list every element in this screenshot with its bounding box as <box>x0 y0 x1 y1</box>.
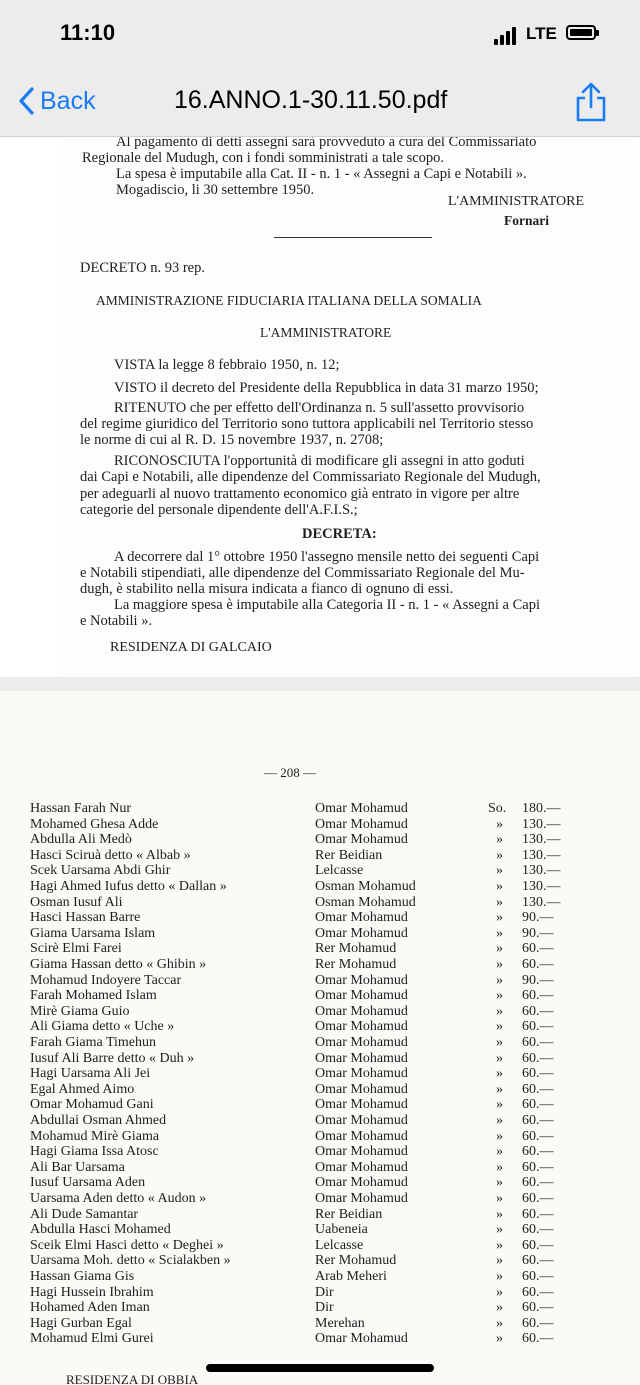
signature-name: Fornari <box>504 213 549 228</box>
row-name: Hagi Ahmed Iufus detto « Dallan » <box>30 879 227 894</box>
row-tribe: Omar Mohamud <box>315 1128 408 1144</box>
ditto-mark: » <box>496 910 503 926</box>
signature-title: L'AMMINISTRATORE <box>448 194 585 209</box>
row-amount: 60.— <box>522 1019 554 1035</box>
row-name: Hasci Hassan Barre <box>30 910 141 926</box>
row-name: Ali Giama detto « Uche » <box>30 1019 175 1035</box>
ditto-mark: » <box>496 1003 503 1019</box>
text-line: categorie del personale dipendente dell'A.F.I.S.; <box>80 502 358 518</box>
row-tribe: Osman Mohamud <box>315 879 416 894</box>
table-row <box>0 879 640 895</box>
table-row <box>0 1004 640 1020</box>
row-tribe: Omar Mohamud <box>315 925 408 941</box>
row-amount: 90.— <box>522 972 554 988</box>
pdf-page-upper[interactable] <box>62 137 634 677</box>
currency-label: So. <box>488 801 507 816</box>
row-name: Hagi Gurban Egal <box>30 1315 132 1331</box>
table-row <box>0 1113 640 1129</box>
text-line: del regime giuridico del Territorio sono tuttora applicabili nel Territorio stesso <box>80 416 534 432</box>
ditto-mark: » <box>496 941 503 957</box>
back-label: Back <box>40 86 96 115</box>
row-tribe: Rer Beidian <box>315 847 383 863</box>
row-tribe: Omar Mohamud <box>315 1331 408 1347</box>
row-tribe: Omar Mohamud <box>315 1113 408 1128</box>
share-icon[interactable] <box>574 82 608 122</box>
table-row <box>0 941 640 957</box>
row-tribe: Omar Mohamud <box>315 1191 408 1206</box>
text-line: La maggiore spesa è imputabile alla Categoria II - n. 1 - « Assegni a Capi <box>114 597 541 613</box>
table-row <box>0 926 640 942</box>
table-row <box>0 1253 640 1269</box>
text-line: La spesa è imputabile alla Cat. II - n. 1 - « Assegni a Capi e Notabili ». <box>116 166 527 182</box>
row-name: Mirè Giama Guio <box>30 1003 130 1019</box>
row-name: Hassan Farah Nur <box>30 801 132 816</box>
row-tribe: Arab Meheri <box>315 1269 387 1284</box>
row-name: Uarsama Aden detto « Audon » <box>30 1191 207 1206</box>
row-name: Abdullai Osman Ahmed <box>30 1113 167 1128</box>
row-amount: 60.— <box>522 1175 554 1191</box>
battery-icon <box>566 25 596 40</box>
row-tribe: Rer Mohamud <box>315 941 397 957</box>
ditto-mark: » <box>496 894 503 910</box>
footer-heading: RESIDENZA DI OBBIA <box>66 1372 199 1385</box>
table-row <box>0 910 640 926</box>
status-time: 11:10 <box>60 20 116 45</box>
row-name: Hagi Hussein Ibrahim <box>30 1284 154 1300</box>
ditto-mark: » <box>496 1300 503 1316</box>
table-row <box>0 1019 640 1035</box>
table-row <box>0 1097 640 1113</box>
row-amount: 60.— <box>522 1269 554 1284</box>
back-button[interactable] <box>18 84 96 118</box>
row-amount: 130.— <box>522 863 561 879</box>
page-number: — 208 — <box>264 765 316 780</box>
ditto-mark: » <box>496 1050 503 1066</box>
pdf-page-lower[interactable] <box>0 691 640 1385</box>
row-name: Hagi Giama Issa Atosc <box>30 1144 159 1160</box>
ditto-mark: » <box>496 1081 503 1097</box>
table-row <box>0 1129 640 1145</box>
ditto-mark: » <box>496 1035 503 1050</box>
row-tribe: Omar Mohamud <box>315 1097 408 1113</box>
row-amount: 130.— <box>522 894 561 910</box>
row-tribe: Omar Mohamud <box>315 832 408 848</box>
network-label: LTE <box>526 24 557 43</box>
document-title: 16.ANNO.1-30.11.50.pdf <box>174 86 448 114</box>
row-tribe: Rer Mohamud <box>315 1253 397 1269</box>
ditto-mark: » <box>496 1097 503 1113</box>
row-name: Farah Mohamed Islam <box>30 988 157 1004</box>
table-row <box>0 1066 640 1082</box>
row-name: Uarsama Moh. detto « Scialakben » <box>30 1253 231 1269</box>
row-name: Iusuf Ali Barre detto « Duh » <box>30 1050 195 1066</box>
row-amount: 60.— <box>522 1300 554 1316</box>
table-row <box>0 1207 640 1223</box>
row-tribe: Omar Mohamud <box>315 801 408 816</box>
row-amount: 60.— <box>522 1128 554 1144</box>
row-amount: 130.— <box>522 847 561 863</box>
row-amount: 60.— <box>522 1253 554 1269</box>
text-line: dugh, è stabilito nella misura indicata a fianco di ognuno di essi. <box>80 581 454 597</box>
ditto-mark: » <box>496 1222 503 1238</box>
row-tribe: Omar Mohamud <box>315 988 408 1004</box>
row-name: Hohamed Aden Iman <box>30 1300 150 1316</box>
administration-heading: AMMINISTRAZIONE FIDUCIARIA ITALIANA DELLA SOMALIA <box>96 293 482 308</box>
status-bar <box>0 0 640 66</box>
row-tribe: Omar Mohamud <box>315 1019 408 1035</box>
row-amount: 130.— <box>522 879 561 894</box>
table-row <box>0 1222 640 1238</box>
row-tribe: Dir <box>315 1300 334 1316</box>
row-amount: 60.— <box>522 1097 554 1113</box>
table-row <box>0 1035 640 1051</box>
divider <box>274 237 432 238</box>
row-tribe: Omar Mohamud <box>315 1050 408 1066</box>
row-name: Sceik Elmi Hasci detto « Deghei » <box>30 1237 224 1253</box>
row-amount: 60.— <box>522 1159 554 1175</box>
table-row <box>0 1191 640 1207</box>
text-line: RICONOSCIUTA l'opportunità di modificare gli assegni in atto goduti <box>114 453 525 469</box>
signal-icon <box>494 25 520 45</box>
row-tribe: Omar Mohamud <box>315 1003 408 1019</box>
table-row <box>0 1316 640 1332</box>
row-tribe: Rer Beidian <box>315 1206 383 1222</box>
ditto-mark: » <box>496 863 503 879</box>
row-name: Farah Giama Timehun <box>30 1035 156 1050</box>
ditto-mark: » <box>496 1269 503 1284</box>
row-amount: 60.— <box>522 1003 554 1019</box>
administrator-heading: L'AMMINISTRATORE <box>260 325 392 340</box>
table-row <box>0 1144 640 1160</box>
ditto-mark: » <box>496 1331 503 1347</box>
table-row <box>0 1051 640 1067</box>
row-name: Mohamud Mirè Giama <box>30 1128 160 1144</box>
ditto-mark: » <box>496 1237 503 1253</box>
text-line: Al pagamento di detti assegni sarà provveduto a cura del Commissariato <box>116 137 537 150</box>
ditto-mark: » <box>496 832 503 848</box>
table-row <box>0 957 640 973</box>
table-row <box>0 1175 640 1191</box>
row-amount: 130.— <box>522 816 561 832</box>
row-amount: 60.— <box>522 1237 554 1253</box>
row-amount: 180.— <box>522 801 561 816</box>
row-name: Egal Ahmed Aimo <box>30 1081 135 1097</box>
row-tribe: Omar Mohamud <box>315 1159 408 1175</box>
row-tribe: Omar Mohamud <box>315 910 408 926</box>
text-line: e Notabili stipendiati, alle dipendenze del Commissariato Regionale del Mu- <box>80 565 525 581</box>
row-amount: 130.— <box>522 832 561 848</box>
table-row <box>0 832 640 848</box>
row-tribe: Omar Mohamud <box>315 1081 408 1097</box>
row-amount: 60.— <box>522 1144 554 1160</box>
ditto-mark: » <box>496 847 503 863</box>
row-tribe: Omar Mohamud <box>315 816 408 832</box>
row-amount: 60.— <box>522 1081 554 1097</box>
row-amount: 90.— <box>522 925 554 941</box>
row-amount: 60.— <box>522 1050 554 1066</box>
table-row <box>0 1285 640 1301</box>
table-row <box>0 1331 640 1347</box>
row-tribe: Omar Mohamud <box>315 1175 408 1191</box>
row-tribe: Omar Mohamud <box>315 1144 408 1160</box>
row-amount: 60.— <box>522 1222 554 1238</box>
row-name: Mohamud Indoyere Taccar <box>30 972 182 988</box>
row-name: Hasci Sciruà detto « Albab » <box>30 847 191 863</box>
row-tribe: Merehan <box>315 1315 365 1331</box>
row-tribe: Omar Mohamud <box>315 1066 408 1082</box>
ditto-mark: » <box>496 1113 503 1128</box>
table-row <box>0 1269 640 1285</box>
ditto-mark: » <box>496 1253 503 1269</box>
text-line: VISTA la legge 8 febbraio 1950, n. 12; <box>114 357 340 373</box>
row-amount: 60.— <box>522 941 554 957</box>
text-line: Regionale del Mudugh, con i fondi somministrati a tale scopo. <box>82 150 445 166</box>
row-amount: 60.— <box>522 1315 554 1331</box>
row-name: Ali Dude Samantar <box>30 1206 139 1222</box>
table-row <box>0 817 640 833</box>
row-amount: 60.— <box>522 1284 554 1300</box>
row-tribe: Rer Mohamud <box>315 957 397 972</box>
table-row <box>0 1082 640 1098</box>
decreta-heading: DECRETA: <box>302 526 377 542</box>
table-row <box>0 1300 640 1316</box>
ditto-mark: » <box>496 925 503 941</box>
row-amount: 60.— <box>522 1035 554 1050</box>
row-name: Abdulla Hasci Mohamed <box>30 1222 171 1238</box>
table-row <box>0 895 640 911</box>
table-row <box>0 848 640 864</box>
row-name: Mohamed Ghesa Adde <box>30 816 159 832</box>
row-name: Omar Mohamud Gani <box>30 1097 154 1113</box>
row-amount: 60.— <box>522 988 554 1004</box>
home-indicator[interactable] <box>206 1364 434 1372</box>
row-name: Mohamud Elmi Gurei <box>30 1331 154 1347</box>
page-gap <box>0 677 640 691</box>
table-row <box>0 988 640 1004</box>
row-tribe: Osman Mohamud <box>315 894 416 910</box>
text-line: dai Capi e Notabili, alle dipendenze del Commissariato Regionale del Mudugh, <box>80 469 541 485</box>
table-row <box>0 1160 640 1176</box>
ditto-mark: » <box>496 1206 503 1222</box>
text-line: VISTO il decreto del Presidente della Repubblica in data 31 marzo 1950; <box>114 380 539 396</box>
row-tribe: Dir <box>315 1284 334 1300</box>
row-name: Iusuf Uarsama Aden <box>30 1175 146 1191</box>
row-tribe: Omar Mohamud <box>315 972 408 988</box>
row-name: Giama Uarsama Islam <box>30 925 156 941</box>
row-tribe: Uabeneia <box>315 1222 368 1238</box>
ditto-mark: » <box>496 1284 503 1300</box>
row-name: Hassan Giama Gis <box>30 1269 135 1284</box>
row-name: Ali Bar Uarsama <box>30 1159 125 1175</box>
row-name: Abdulla Ali Medò <box>30 832 132 848</box>
decree-heading: DECRETO n. 93 rep. <box>80 260 205 276</box>
navigation-bar <box>0 66 640 137</box>
row-name: Scek Uarsama Abdi Ghir <box>30 863 171 879</box>
row-name: Osman Iusuf Ali <box>30 894 123 910</box>
ditto-mark: » <box>496 988 503 1004</box>
row-amount: 60.— <box>522 1113 554 1128</box>
ditto-mark: » <box>496 957 503 972</box>
row-tribe: Lelcasse <box>315 1237 364 1253</box>
ditto-mark: » <box>496 1128 503 1144</box>
text-line: Mogadiscio, li 30 settembre 1950. <box>116 182 315 198</box>
ditto-mark: » <box>496 879 503 894</box>
ditto-mark: » <box>496 1175 503 1191</box>
row-amount: 60.— <box>522 1191 554 1206</box>
row-name: Scirè Elmi Farei <box>30 941 122 957</box>
row-name: Giama Hassan detto « Ghibin » <box>30 957 207 972</box>
row-amount: 60.— <box>522 1331 554 1347</box>
row-amount: 60.— <box>522 957 554 972</box>
residence-heading: RESIDENZA DI GALCAIO <box>110 640 272 655</box>
ditto-mark: » <box>496 1019 503 1035</box>
row-name: Hagi Uarsama Ali Jei <box>30 1066 151 1082</box>
row-tribe: Lelcasse <box>315 863 364 879</box>
ditto-mark: » <box>496 1315 503 1331</box>
table-row <box>0 1238 640 1254</box>
row-amount: 60.— <box>522 1206 554 1222</box>
text-line: RITENUTO che per effetto dell'Ordinanza n. 5 sull'assetto provvisorio <box>114 400 525 416</box>
text-line: per adeguarli al nuovo trattamento economico già entrato in vigore per altre <box>80 486 520 502</box>
table-row <box>0 973 640 989</box>
row-amount: 90.— <box>522 910 554 926</box>
text-line: le norme di cui al R. D. 15 novembre 1937, n. 2708; <box>80 432 384 448</box>
row-amount: 60.— <box>522 1066 554 1082</box>
chevron-left-icon <box>18 87 34 115</box>
table-row <box>0 801 640 817</box>
ditto-mark: » <box>496 816 503 832</box>
ditto-mark: » <box>496 1144 503 1160</box>
ditto-mark: » <box>496 972 503 988</box>
text-line: e Notabili ». <box>80 613 153 629</box>
text-line: A decorrere dal 1° ottobre 1950 l'assegno mensile netto dei seguenti Capi <box>114 549 540 565</box>
ditto-mark: » <box>496 1159 503 1175</box>
table-row <box>0 863 640 879</box>
row-tribe: Omar Mohamud <box>315 1035 408 1050</box>
ditto-mark: » <box>496 1191 503 1206</box>
ditto-mark: » <box>496 1066 503 1082</box>
